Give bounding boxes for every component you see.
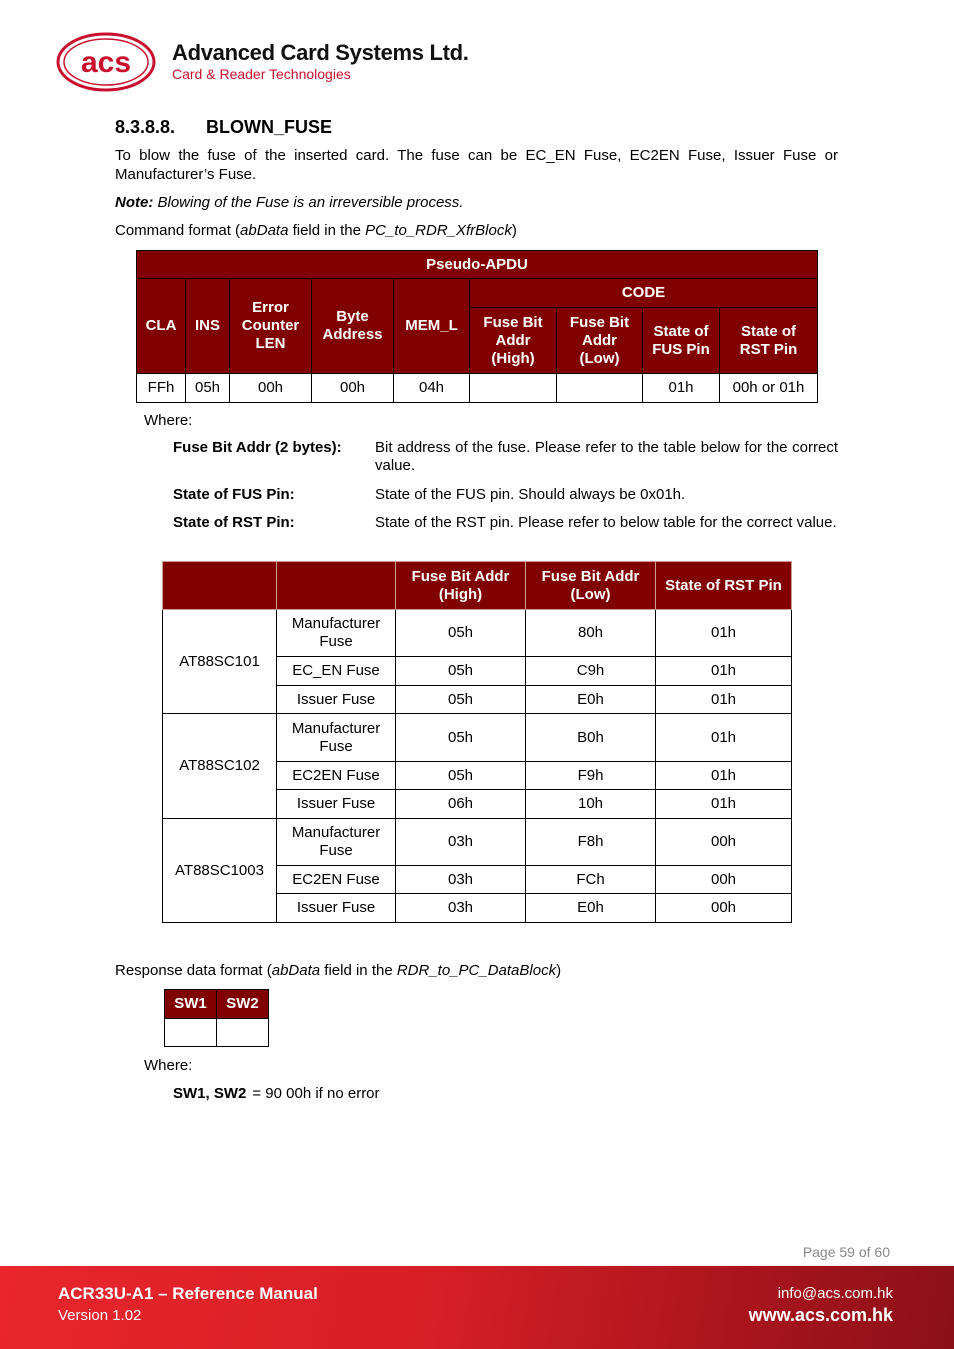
fuse-header-rst-pin: State of RST Pin — [656, 562, 792, 610]
apdu-cell: 00h — [312, 374, 394, 403]
intro-paragraph: To blow the fuse of the inserted card. The fuse can be EC_EN Fuse, EC2EN Fuse, Issuer Fuse or Manufacturer’s Fuse. — [115, 147, 838, 183]
company-tagline: Card & Reader Technologies — [172, 66, 351, 82]
note-text: Blowing of the Fuse is an irreversible process. — [157, 194, 464, 211]
addr-high-cell: 06h — [396, 790, 526, 819]
addr-high-cell: 05h — [396, 686, 526, 714]
response-format-suffix: ) — [556, 962, 562, 979]
addr-low-cell: C9h — [526, 657, 656, 686]
response-format-line — [115, 961, 838, 980]
definition-text: Bit address of the fuse. Please refer to the table below for the correct value. — [375, 439, 838, 474]
rst-pin-cell: 01h — [656, 714, 792, 762]
addr-high-cell: 03h — [396, 819, 526, 866]
addr-low-cell: F9h — [526, 762, 656, 790]
sw1-cell — [165, 1019, 217, 1047]
note-paragraph — [115, 193, 838, 212]
apdu-title: Pseudo-APDU — [137, 251, 818, 279]
company-name: Advanced Card Systems Ltd. — [172, 40, 469, 65]
addr-high-cell: 03h — [396, 894, 526, 923]
fuse-name-cell: Issuer Fuse — [277, 686, 396, 714]
acs-logo-icon — [56, 30, 162, 94]
section-heading — [115, 117, 332, 138]
table-row — [163, 610, 792, 657]
fuse-name-cell: Manufacturer Fuse — [277, 610, 396, 657]
apdu-header-fuse-bit-addr-high: Fuse Bit Addr (High) — [470, 308, 557, 374]
fuse-name-cell: Manufacturer Fuse — [277, 714, 396, 762]
rst-pin-cell: 00h — [656, 819, 792, 866]
definition-term: State of FUS Pin: — [173, 486, 295, 503]
command-format-block: PC_to_RDR_XfrBlock — [365, 222, 512, 239]
apdu-header-state-rst-pin: State of RST Pin — [720, 308, 818, 374]
addr-low-cell: F8h — [526, 819, 656, 866]
command-format-suffix: ) — [511, 222, 517, 239]
sw2-cell — [217, 1019, 269, 1047]
footer-document-title: ACR33U-A1 – Reference Manual — [58, 1284, 318, 1303]
rst-pin-cell: 01h — [656, 762, 792, 790]
apdu-cell: FFh — [137, 374, 186, 403]
fuse-name-cell: EC2EN Fuse — [277, 762, 396, 790]
fuse-name-cell: EC_EN Fuse — [277, 657, 396, 686]
apdu-cell: 04h — [394, 374, 470, 403]
apdu-header-ins: INS — [186, 279, 230, 374]
addr-high-cell: 05h — [396, 762, 526, 790]
page-footer — [0, 1266, 954, 1349]
fuse-address-table — [162, 561, 792, 923]
definition-text: State of the FUS pin. Should always be 0x01h. — [375, 486, 686, 503]
fuse-name-cell: EC2EN Fuse — [277, 866, 396, 894]
card-model-cell: AT88SC102 — [163, 714, 277, 819]
table-row — [163, 819, 792, 866]
rst-pin-cell: 01h — [656, 686, 792, 714]
definition-term: Fuse Bit Addr (2 bytes): — [173, 439, 342, 456]
apdu-header-cla: CLA — [137, 279, 186, 374]
footer-version: Version 1.02 — [58, 1307, 142, 1324]
page-number: Page 59 of 60 — [802, 1244, 890, 1260]
response-format-field: abData — [271, 962, 321, 979]
fuse-name-cell: Issuer Fuse — [277, 790, 396, 819]
section-title: BLOWN_FUSE — [206, 117, 332, 137]
apdu-header-code: CODE — [470, 279, 818, 308]
apdu-cell: 01h — [643, 374, 720, 403]
section-number: 8.3.8.8. — [115, 117, 176, 137]
fuse-name-cell: Issuer Fuse — [277, 894, 396, 923]
response-format-middle: field in the — [320, 962, 397, 979]
sw-definition — [173, 1085, 380, 1102]
note-label: Note: — [115, 194, 154, 211]
apdu-cell — [470, 374, 557, 403]
addr-low-cell: 80h — [526, 610, 656, 657]
addr-high-cell: 03h — [396, 866, 526, 894]
addr-high-cell: 05h — [396, 610, 526, 657]
where-label: Where: — [144, 412, 193, 429]
sw-term: SW1, SW2 — [173, 1085, 247, 1102]
apdu-value-row — [137, 374, 818, 403]
fuse-name-cell: Manufacturer Fuse — [277, 819, 396, 866]
status-word-table — [164, 989, 269, 1047]
apdu-cell — [557, 374, 643, 403]
command-format-field: abData — [240, 222, 289, 239]
footer-email: info@acs.com.hk — [777, 1285, 893, 1302]
fuse-header-card — [163, 562, 277, 610]
apdu-cell: 00h — [230, 374, 312, 403]
rst-pin-cell: 01h — [656, 790, 792, 819]
apdu-header-state-fus-pin: State of FUS Pin — [643, 308, 720, 374]
addr-high-cell: 05h — [396, 714, 526, 762]
footer-website: www.acs.com.hk — [748, 1305, 893, 1325]
response-format-prefix: Response data format ( — [115, 962, 272, 979]
fuse-header-addr-low: Fuse Bit Addr (Low) — [526, 562, 656, 610]
sw2-header: SW2 — [217, 990, 269, 1019]
addr-low-cell: E0h — [526, 686, 656, 714]
rst-pin-cell: 01h — [656, 657, 792, 686]
fuse-header-addr-high: Fuse Bit Addr (High) — [396, 562, 526, 610]
addr-low-cell: E0h — [526, 894, 656, 923]
table-row — [163, 714, 792, 762]
card-model-cell: AT88SC101 — [163, 610, 277, 714]
company-logo — [56, 30, 476, 94]
command-format-middle: field in the — [288, 222, 366, 239]
addr-high-cell: 05h — [396, 657, 526, 686]
apdu-header-error-counter-len: Error Counter LEN — [230, 279, 312, 374]
apdu-header-fuse-bit-addr-low: Fuse Bit Addr (Low) — [557, 308, 643, 374]
rst-pin-cell: 00h — [656, 894, 792, 923]
apdu-cell: 05h — [186, 374, 230, 403]
apdu-header-mem-l: MEM_L — [394, 279, 470, 374]
addr-low-cell: FCh — [526, 866, 656, 894]
rst-pin-cell: 01h — [656, 610, 792, 657]
definition-term: State of RST Pin: — [173, 514, 295, 531]
addr-low-cell: 10h — [526, 790, 656, 819]
card-model-cell: AT88SC1003 — [163, 819, 277, 923]
apdu-header-byte-address: Byte Address — [312, 279, 394, 374]
logo-text: acs — [80, 46, 132, 79]
definition-text: State of the RST pin. Please refer to below table for the correct value. — [375, 514, 837, 531]
sw-text: = 90 00h if no error — [252, 1085, 380, 1102]
command-format-line — [115, 221, 838, 240]
fuse-header-fuse — [277, 562, 396, 610]
sw1-header: SW1 — [165, 990, 217, 1019]
where-label: Where: — [144, 1057, 193, 1074]
response-format-block: RDR_to_PC_DataBlock — [396, 962, 557, 979]
sw-value-row — [165, 1019, 269, 1047]
addr-low-cell: B0h — [526, 714, 656, 762]
apdu-cell: 00h or 01h — [720, 374, 818, 403]
pseudo-apdu-table — [136, 250, 818, 403]
command-format-prefix: Command format ( — [115, 222, 241, 239]
rst-pin-cell: 00h — [656, 866, 792, 894]
